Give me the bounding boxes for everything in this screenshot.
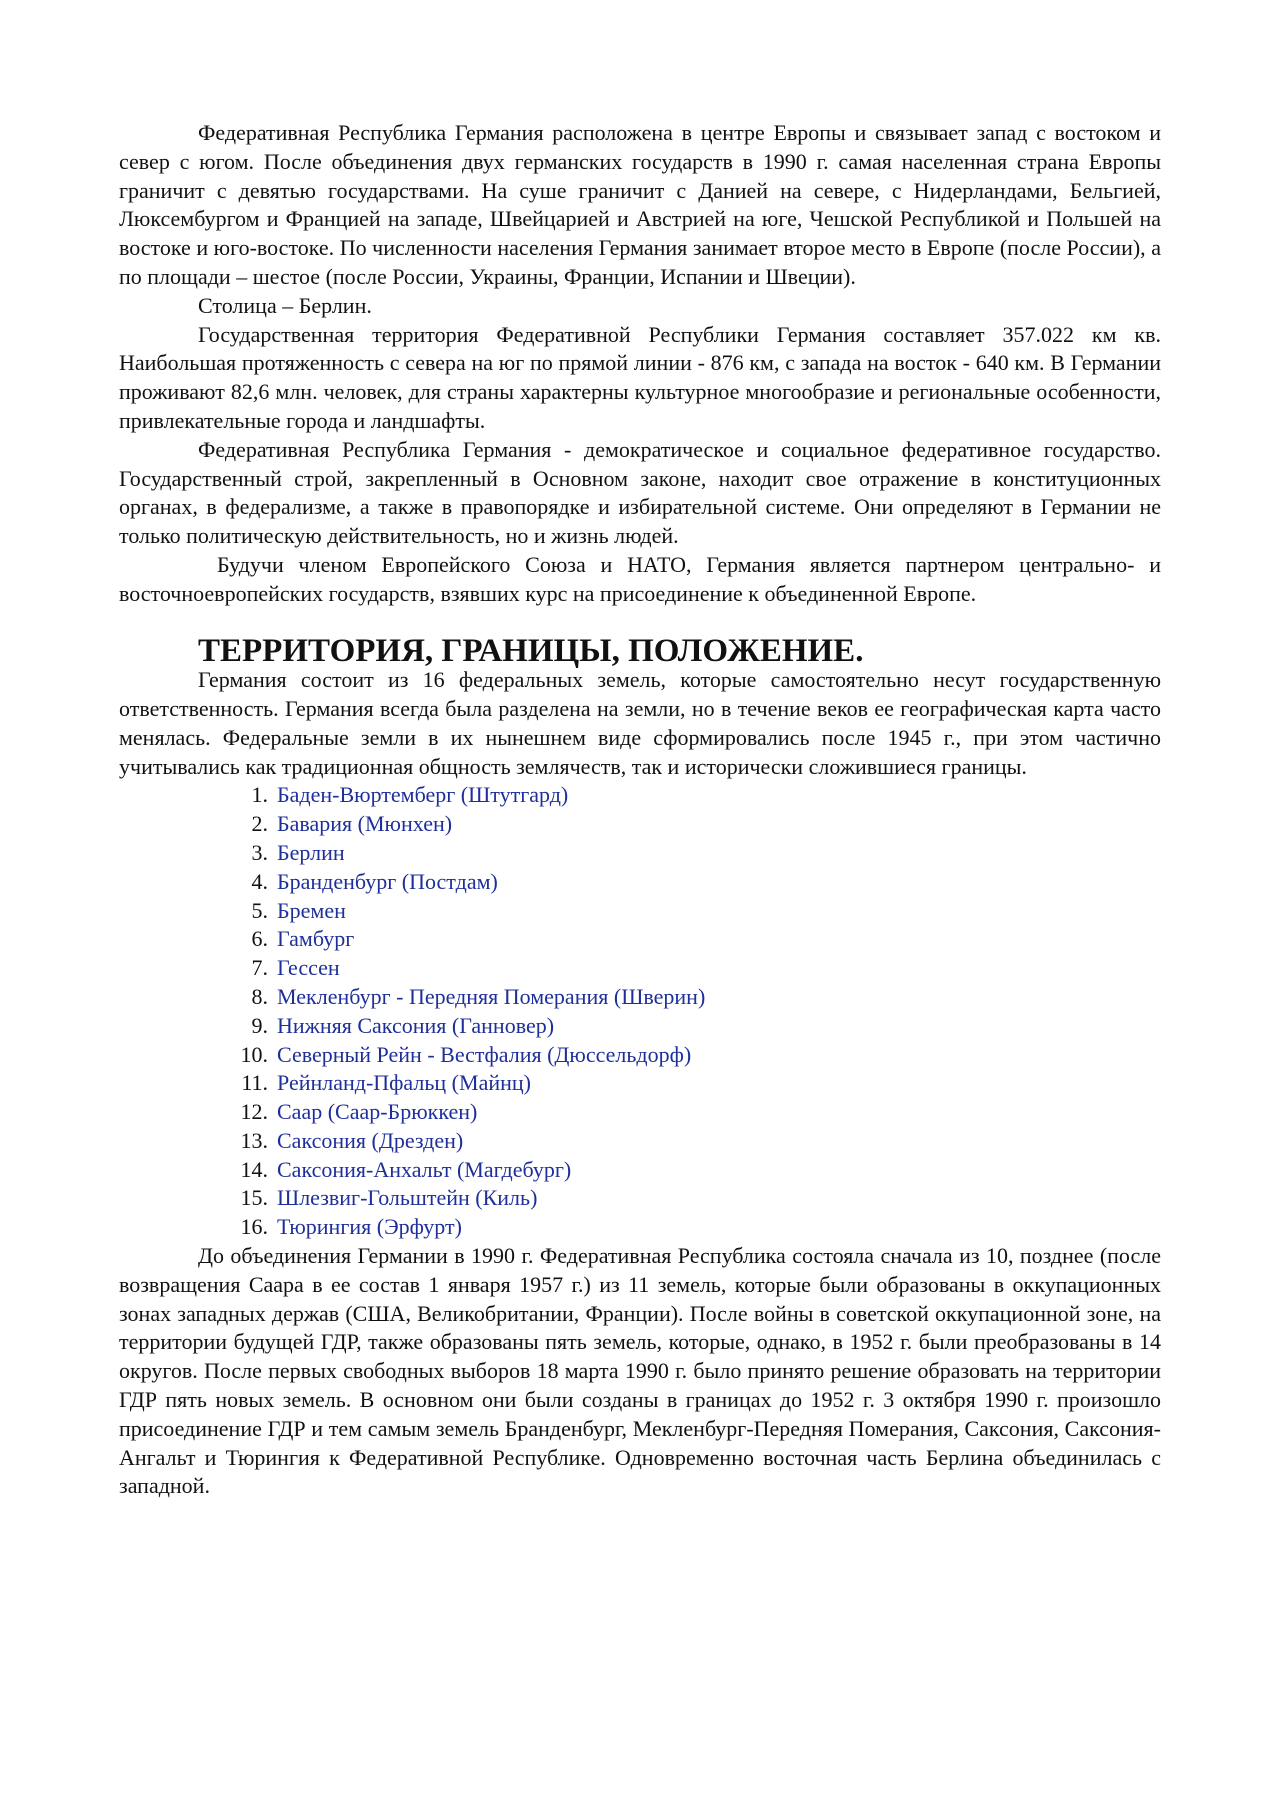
state-link[interactable]: Северный Рейн - Вестфалия (Дюссельдорф): [277, 1041, 692, 1067]
list-item: [119, 810, 1161, 839]
list-number: 16.: [240, 1214, 268, 1240]
federal-states-list: [119, 781, 1161, 1242]
state-link[interactable]: Нижняя Саксония (Ганновер): [277, 1012, 555, 1038]
state-link[interactable]: Тюрингия (Эрфурт): [277, 1214, 462, 1240]
paragraph-capital: Столица – Берлин.: [198, 292, 372, 318]
paragraph-territory: Государственная территория Федеративной Республики Германия составляет 357.022 км кв. Наибольшая протяженность с севера на юг по прямой линии - 876 км, с запада на восток - 640 км. В Германии проживают 82,6 млн. человек, для страны характерны культурное многообразие и региональные особенности, привлекательные города и ландшафты.: [119, 321, 1161, 433]
paragraph-location: Федеративная Республика Германия расположена в центре Европы и связывает запад с востоком и север с югом. После объединения двух германских государств в 1990 г. самая населенная страна Европы граничит с девятью государствами. На суше граничит с Данией на севере, с Нидерландами, Бельгией, Люксембургом и Францией на западе, Швейцарией и Австрией на юге, Чешской Республикой и Польшей на востоке и юго-востоке. По численности населения Германия занимает второе место в Европе (после России), а по площади – шестое (после России, Украины, Франции, Испании и Швеции).: [119, 120, 1161, 289]
paragraph-state-system: Федеративная Республика Германия - демократическое и социальное федеративное государство. Государственный строй, закрепленный в Основном законе, находит свое отражение в конституционных органах, в федерализме, а также в правопорядке и избирательной системе. Они определяют в Германии не только политическую действительность, но и жизнь людей.: [119, 436, 1161, 549]
state-link[interactable]: Берлин: [277, 839, 345, 865]
state-link[interactable]: Баден-Вюртемберг (Штутгард): [277, 782, 569, 808]
state-link[interactable]: Саар (Саар-Брюккен): [277, 1099, 478, 1125]
list-item: [119, 983, 1161, 1012]
list-number: 9.: [251, 1012, 268, 1038]
list-number: 5.: [251, 897, 268, 923]
list-item: [119, 1069, 1161, 1098]
list-number: 8.: [251, 983, 268, 1009]
list-item: [119, 781, 1161, 810]
list-number: 10.: [240, 1041, 268, 1067]
list-number: 15.: [240, 1185, 268, 1211]
state-link[interactable]: Саксония (Дрезден): [277, 1127, 464, 1153]
list-item: [119, 1012, 1161, 1041]
list-number: 11.: [241, 1070, 268, 1096]
list-item: [119, 1041, 1161, 1070]
list-item: [119, 1127, 1161, 1156]
list-item: [119, 1156, 1161, 1185]
list-number: 14.: [240, 1156, 268, 1182]
state-link[interactable]: Рейнланд-Пфальц (Майнц): [277, 1070, 531, 1096]
state-link[interactable]: Шлезвиг-Гольштейн (Киль): [277, 1185, 538, 1211]
list-item: [119, 839, 1161, 868]
list-item: [119, 897, 1161, 926]
section-heading: ТЕРРИТОРИЯ, ГРАНИЦЫ, ПОЛОЖЕНИЕ.: [198, 633, 864, 670]
list-number: 4.: [251, 868, 268, 894]
list-item: [119, 868, 1161, 897]
section-closing: До объединения Германии в 1990 г. Федеративная Республика состояла сначала из 10, позднее (после возвращения Саара в ее состав 1 января 1957 г.) из 11 земель, которые были образованы в оккупационных зонах западных держав (США, Великобритании, Франции). После войны в советской оккупационной зоне, на территории будущей ГДР, также образованы пять земель, которые, однако, в 1952 г. были преобразованы в 14 округов. После первых свободных выборов 18 марта 1990 г. было принято решение образовать на территории ГДР пять новых земель. В основном они были созданы в границах до 1952 г. 3 октября 1990 г. произошло присоединение ГДР и тем самым земель Бранденбург, Мекленбург-Передняя Померания, Саксония, Саксония-Ангальт и Тюрингия к Федеративной Республике. Одновременно восточная часть Берлина объединилась с западной.: [119, 1243, 1161, 1499]
list-number: 12.: [240, 1099, 268, 1125]
list-number: 6.: [251, 926, 268, 952]
list-number: 13.: [240, 1127, 268, 1153]
list-number: 7.: [251, 955, 268, 981]
state-link[interactable]: Гамбург: [277, 926, 355, 952]
list-item: [119, 954, 1161, 983]
state-link[interactable]: Гессен: [277, 955, 340, 981]
section-intro: Германия состоит из 16 федеральных земель, которые самостоятельно несут государственную ответственность. Германия всегда была разделена на земли, но в течение веков ее географическая карта часто менялась. Федеральные земли в их нынешнем виде сформировались после 1945 г., при этом частично учитывались как традиционная общность землячеств, так и исторически сложившиеся границы.: [119, 667, 1161, 779]
list-item: [119, 925, 1161, 954]
list-item: [119, 1184, 1161, 1213]
list-number: 1.: [251, 782, 268, 808]
list-number: 3.: [251, 839, 268, 865]
list-item: [119, 1098, 1161, 1127]
paragraph-eu-nato: Будучи членом Европейского Союза и НАТО, Германия является партнером центрально- и восточноевропейских государств, взявших курс на присоединение к объединенной Европе.: [119, 551, 1161, 606]
state-link[interactable]: Мекленбург - Передняя Померания (Шверин): [277, 983, 706, 1009]
state-link[interactable]: Саксония-Анхальт (Магдебург): [277, 1156, 572, 1182]
state-link[interactable]: Бремен: [277, 897, 346, 923]
state-link[interactable]: Бавария (Мюнхен): [277, 811, 453, 837]
list-item: [119, 1213, 1161, 1242]
document-page: [119, 119, 1161, 1501]
list-number: 2.: [251, 811, 268, 837]
state-link[interactable]: Бранденбург (Постдам): [277, 868, 498, 894]
